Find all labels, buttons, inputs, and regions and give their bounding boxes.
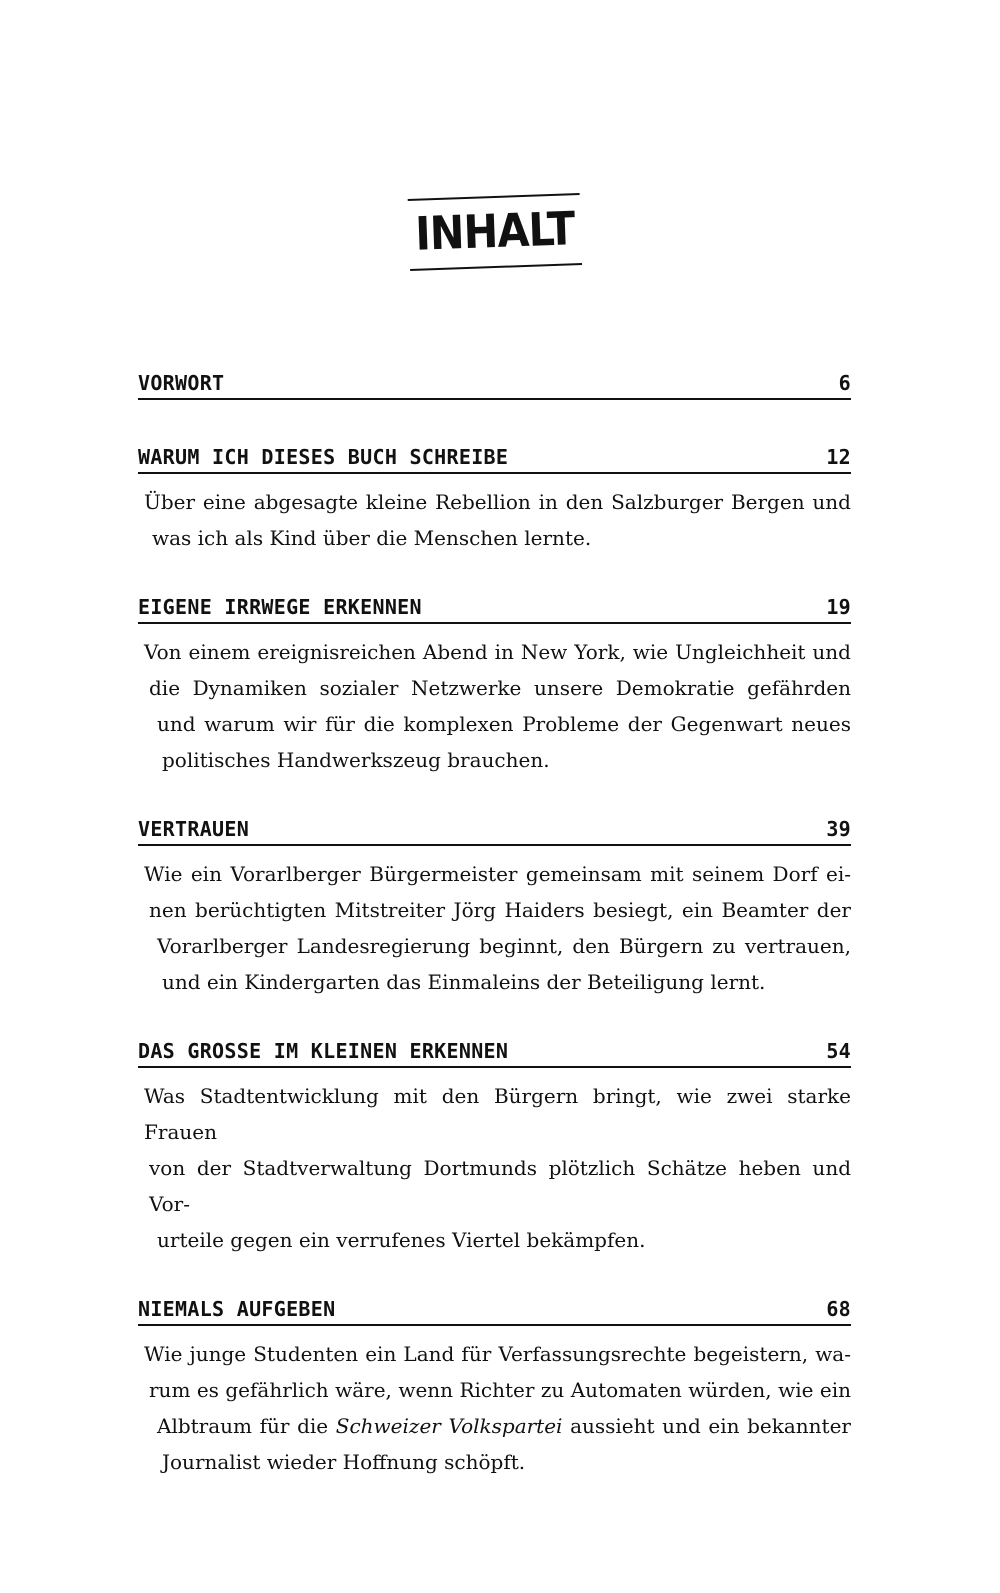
toc-entry-warum[interactable] [138, 444, 851, 556]
toc-entry-grosse[interactable] [138, 1038, 851, 1258]
description-line: nen berüchtigten Mitstreiter Jörg Haiders besiegt, ein Beamter der [149, 898, 851, 922]
toc-entry-heading-row [138, 816, 851, 846]
toc-entry-title: DAS GROSSE IM KLEINEN ERKENNEN [138, 1039, 509, 1063]
toc-entry-heading-row [138, 444, 851, 474]
toc-entry-page: 12 [826, 445, 851, 469]
description-line: Von einem ereignisreichen Abend in New York, wie Ungleichheit und [144, 640, 851, 664]
toc-entry-heading-row [138, 370, 851, 400]
toc-entry-title: EIGENE IRRWEGE ERKENNEN [138, 595, 422, 619]
toc-entry-page: 68 [826, 1297, 851, 1321]
description-line: die Dynamiken sozialer Netzwerke unsere Demokratie gefährden [149, 676, 851, 700]
description-line: Was Stadtentwicklung mit den Bürgern bringt, wie zwei starke Frauen [144, 1084, 851, 1144]
toc-entry-title: VERTRAUEN [138, 817, 250, 841]
italic-party-name: Schweizer Volkspartei [335, 1414, 563, 1438]
toc-entry-niemals[interactable] [138, 1296, 851, 1480]
toc-entry-page: 39 [826, 817, 851, 841]
toc-entry-heading-row [138, 1038, 851, 1068]
toc-entry-title: NIEMALS AUFGEBEN [138, 1297, 336, 1321]
description-line: urteile gegen ein verrufenes Viertel bekämpfen. [157, 1228, 646, 1252]
description-line: politisches Handwerkszeug brauchen. [162, 748, 550, 772]
title-block [403, 185, 586, 286]
toc-entry-description [138, 1078, 851, 1258]
description-line: und warum wir für die komplexen Probleme der Gegenwart neues [157, 712, 851, 736]
toc-entry-description [138, 1336, 851, 1480]
toc-entry-description [138, 484, 851, 556]
toc-entry-vorwort[interactable] [138, 370, 851, 400]
toc-entry-page: 19 [826, 595, 851, 619]
description-line: was ich als Kind über die Menschen lernte. [152, 526, 592, 550]
toc-entry-title: WARUM ICH DIESES BUCH SCHREIBE [138, 445, 509, 469]
description-line: rum es gefährlich wäre, wenn Richter zu Automaten würden, wie ein [149, 1378, 851, 1402]
description-line: Vorarlberger Landesregierung beginnt, den Bürgern zu vertrauen, [157, 934, 851, 958]
toc-entry-heading-row [138, 594, 851, 624]
description-line: und ein Kindergarten das Einmaleins der Beteiligung lernt. [162, 970, 766, 994]
description-line: von der Stadtverwaltung Dortmunds plötzlich Schätze heben und Vor- [149, 1156, 851, 1216]
description-line: Wie junge Studenten ein Land für Verfassungsrechte begeistern, wa- [144, 1342, 851, 1366]
toc-entry-vertrauen[interactable] [138, 816, 851, 1000]
description-line: Über eine abgesagte kleine Rebellion in den Salzburger Bergen und [144, 490, 851, 514]
toc-entry-irrwege[interactable] [138, 594, 851, 778]
page-title: INHALT [414, 201, 576, 261]
toc-entry-page: 6 [838, 371, 851, 395]
description-line: Wie ein Vorarlberger Bürgermeister gemeinsam mit seinem Dorf ei- [144, 862, 851, 886]
toc-entry-description [138, 634, 851, 778]
description-line: Albtraum für die Schweizer Volkspartei aussieht und ein bekannter [157, 1414, 851, 1438]
table-of-contents [138, 370, 851, 1480]
title-bottom-rule [410, 263, 582, 271]
toc-entry-heading-row [138, 1296, 851, 1326]
toc-entry-page: 54 [826, 1039, 851, 1063]
description-line: Journalist wieder Hoffnung schöpft. [162, 1450, 526, 1474]
toc-entry-title: VORWORT [138, 371, 225, 395]
toc-entry-description [138, 856, 851, 1000]
